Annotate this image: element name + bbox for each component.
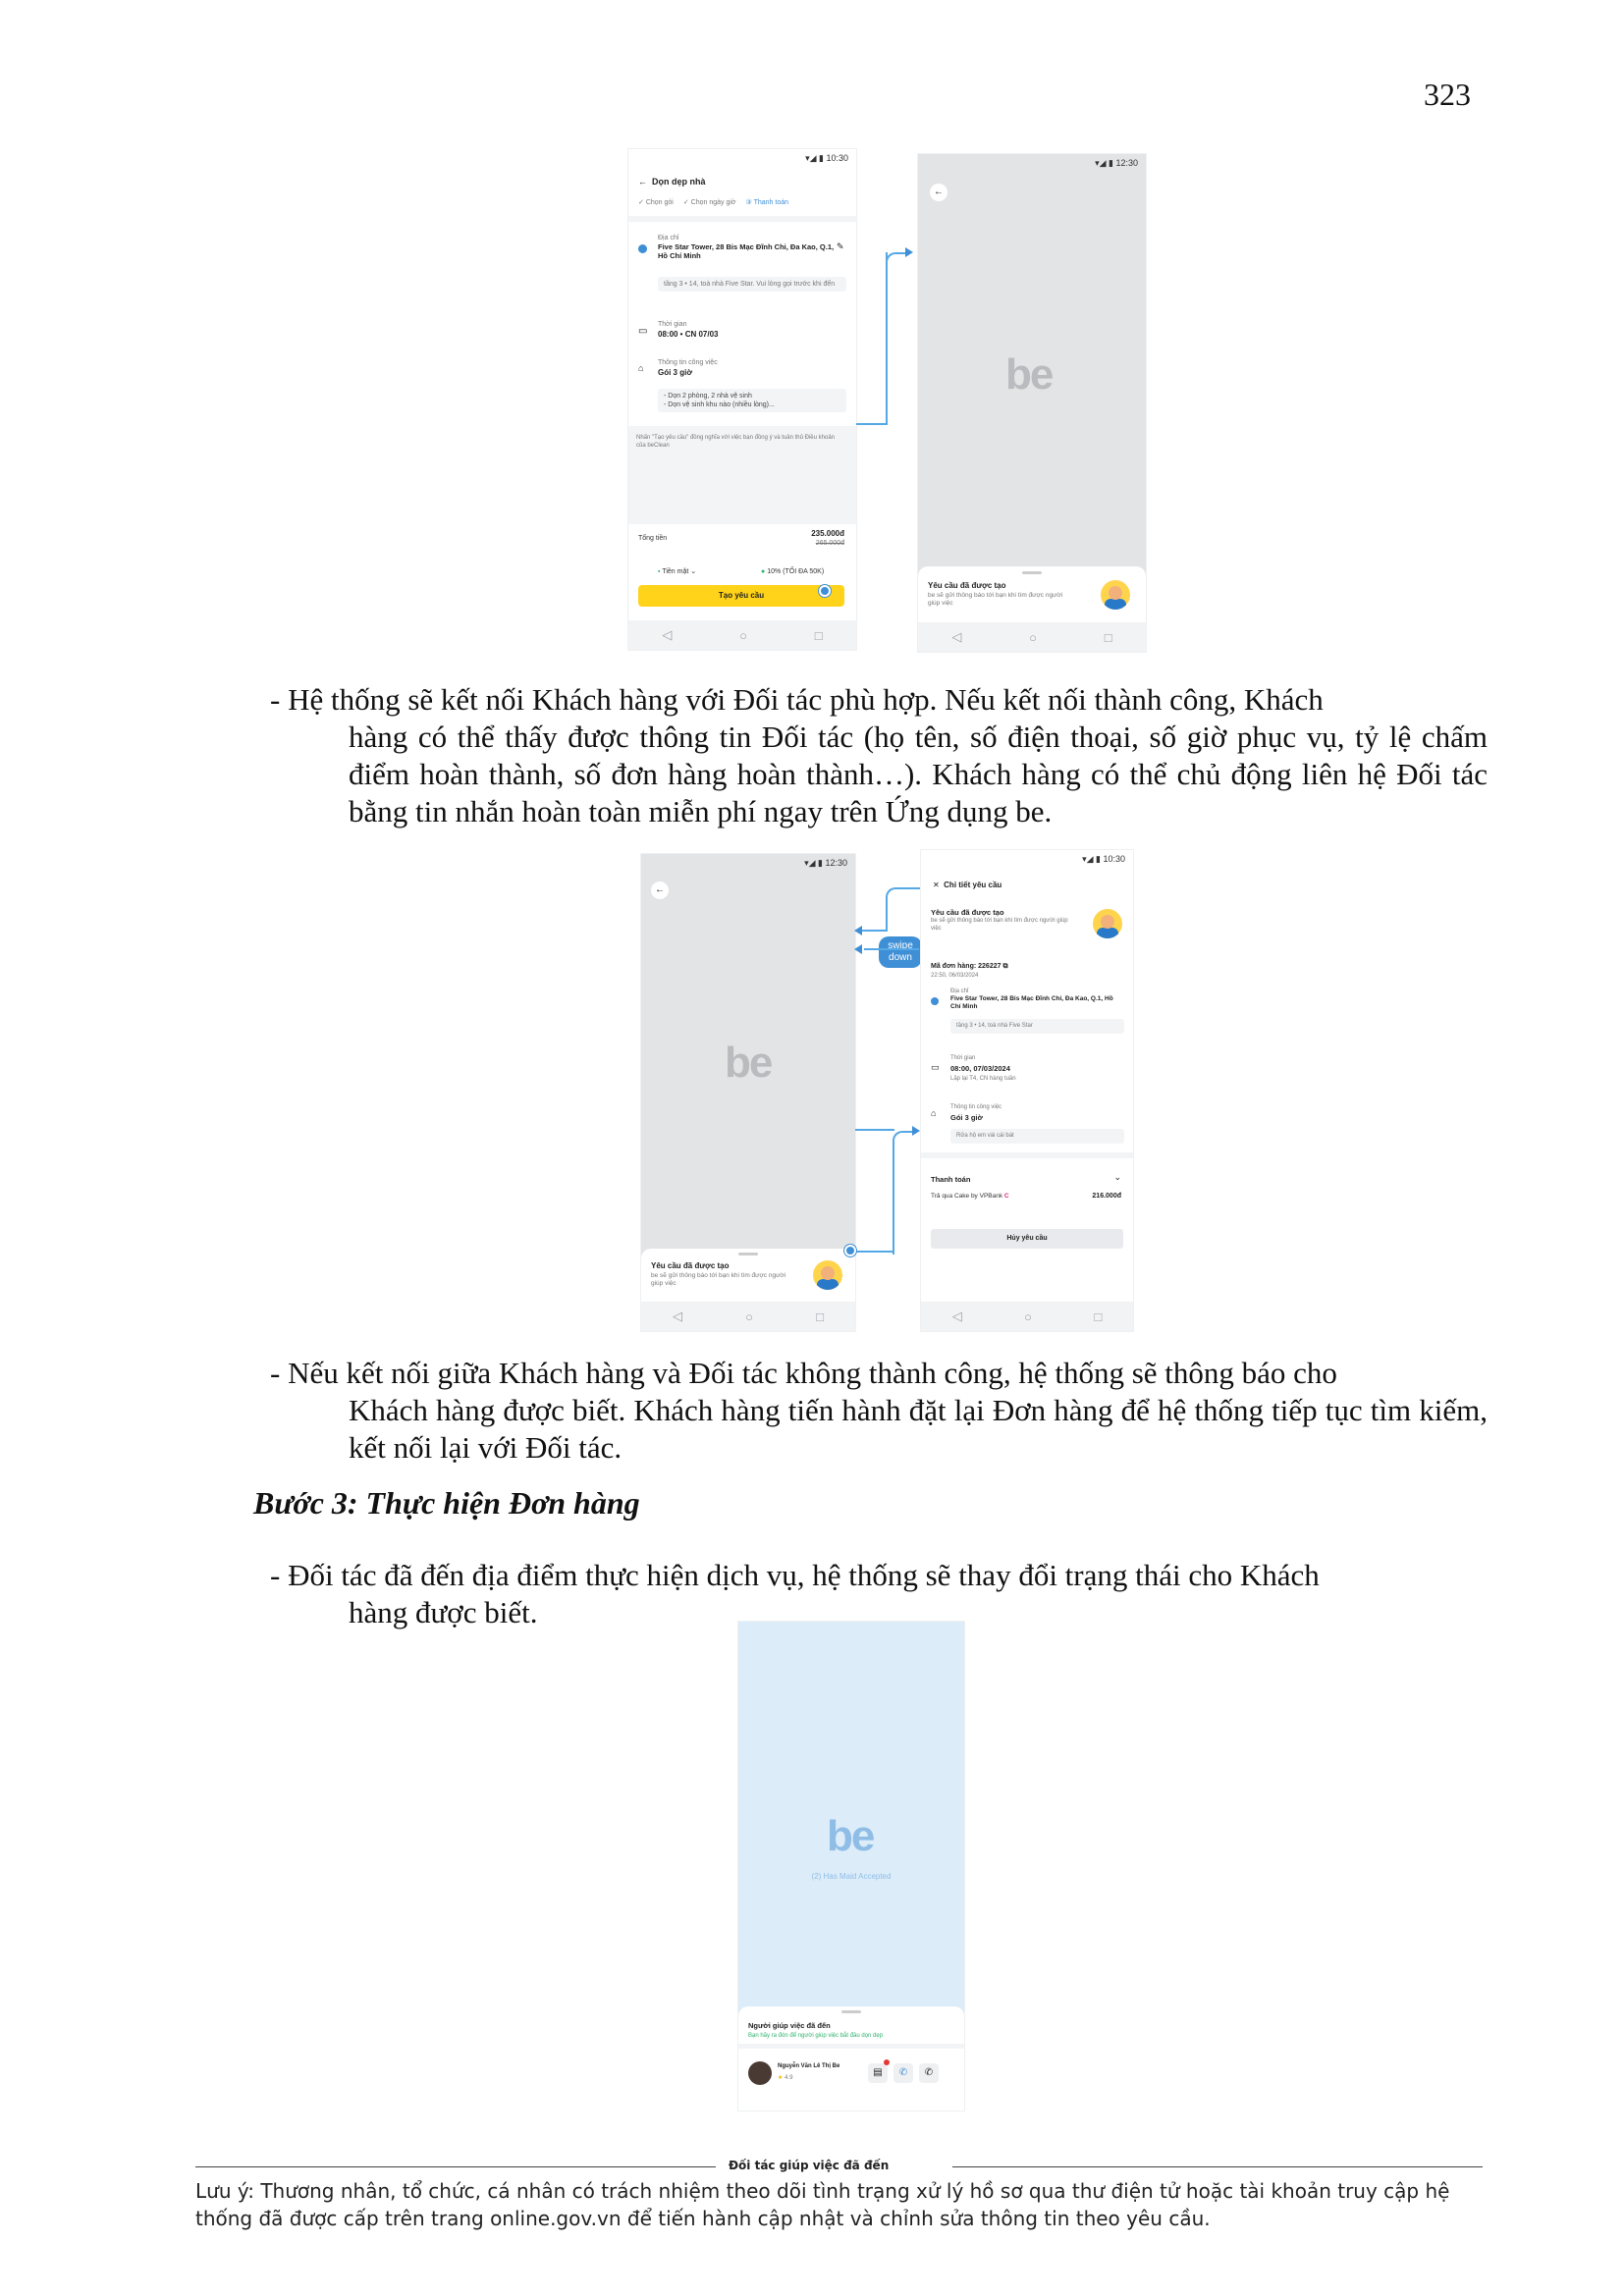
- step-1: ✓ Chọn gói: [638, 199, 674, 206]
- helper-avatar: [1101, 580, 1130, 610]
- payment-amount: 216.000đ: [1092, 1193, 1121, 1200]
- discount-chip[interactable]: ● 10% (TỐI ĐA 50K): [761, 568, 825, 575]
- step-2: ✓ Chọn ngày giờ: [682, 199, 736, 206]
- sheet-title: Yêu cầu đã được tạo: [928, 581, 1006, 590]
- nav-recent-icon[interactable]: □: [1104, 629, 1112, 645]
- job-note: Rửa hộ em vài cái bát: [950, 1129, 1124, 1144]
- order-id: Mã đơn hàng: 226227 ⧉: [931, 963, 1008, 970]
- nav-home-icon[interactable]: ○: [745, 1308, 753, 1324]
- total-old-amount: 265.000đ: [815, 540, 844, 547]
- job-label: Thông tin công việc: [950, 1104, 1002, 1110]
- connector-dot: [844, 1245, 856, 1256]
- nav-back-icon[interactable]: ◁: [673, 1308, 683, 1323]
- sheet-text: be sẽ gửi thông báo tới bạn khi tìm được người giúp việc: [928, 592, 1063, 607]
- time-label: Thời gian: [658, 321, 687, 328]
- total-label: Tổng tiền: [638, 535, 668, 542]
- bottom-sheet: [641, 1249, 855, 1331]
- address-text: Five Star Tower, 28 Bis Mạc Đĩnh Chi, Đa Kao, Q.1, Hồ Chí Minh: [950, 995, 1113, 1010]
- step-3: ③ Thanh toán: [745, 199, 789, 206]
- connector-arrow: [854, 944, 862, 954]
- sheet-title: Yêu cầu đã được tạo: [931, 908, 1004, 917]
- copy-icon[interactable]: ⧉: [1002, 963, 1008, 970]
- unread-dot: [884, 2059, 890, 2065]
- chevron-down-icon[interactable]: ⌄: [1113, 1172, 1121, 1182]
- helper-avatar: [1093, 909, 1122, 938]
- status-bar: ▾◢ ▮ 10:30: [1082, 854, 1125, 864]
- connector-line: [864, 948, 919, 950]
- voucher-icon: ●: [761, 568, 766, 575]
- connector-line: [893, 1131, 916, 1255]
- be-logo: be: [1005, 350, 1053, 399]
- time-value: 08:00 • CN 07/03: [658, 330, 719, 339]
- footer-rule-left: [195, 2166, 716, 2167]
- job-label: Thông tin công việc: [658, 359, 718, 366]
- figure-caption: Đối tác giúp việc đã đến: [729, 2159, 890, 2172]
- status-bar: ▾◢ ▮ 12:30: [1095, 158, 1138, 168]
- android-nav-bar: [641, 1302, 855, 1331]
- location-pin-icon: [638, 244, 647, 253]
- be-logo: be: [725, 1039, 772, 1087]
- time-value: 08:00, 07/03/2024: [950, 1064, 1010, 1073]
- nav-recent-icon[interactable]: □: [814, 627, 823, 643]
- paragraph-2-continuation: Khách hàng được biết. Khách hàng tiến hành đặt lại Đơn hàng để hệ thống tiếp tục tìm kiếm, kết nối lại với Đối tác.: [349, 1393, 1488, 1465]
- nav-back-icon[interactable]: ◁: [951, 1308, 962, 1323]
- total-amount: 235.000đ: [811, 529, 844, 538]
- cancel-request-button[interactable]: Hủy yêu cầu: [931, 1229, 1123, 1249]
- phone-request-created-2: [641, 854, 855, 1331]
- sheet-handle[interactable]: [841, 2010, 861, 2013]
- connector-arrow: [905, 247, 913, 257]
- address-label: Địa chỉ: [658, 235, 679, 241]
- nav-recent-icon[interactable]: □: [1094, 1308, 1103, 1324]
- connector-line: [856, 423, 888, 425]
- footer-rule-right: [952, 2166, 1483, 2167]
- job-value: Gói 3 giờ: [950, 1113, 983, 1122]
- sheet-title: Người giúp việc đã đến: [748, 2021, 831, 2030]
- paragraph-3-continuation: hàng được biết.: [349, 1595, 538, 1629]
- divider: [628, 216, 856, 222]
- edit-pencil-icon[interactable]: ✎: [837, 241, 844, 251]
- connector-line: [862, 930, 888, 932]
- close-icon[interactable]: ✕: [933, 881, 940, 889]
- app-call-icon[interactable]: ✆: [893, 2063, 913, 2083]
- connector-dot: [819, 585, 831, 597]
- sheet-text: Bạn hãy ra đón để người giúp việc bắt đầu dọn dẹp: [748, 2033, 884, 2039]
- stepper: [638, 198, 788, 207]
- status-bar: ▾◢ ▮ 10:30: [805, 153, 848, 163]
- broom-icon: ⌂: [638, 363, 644, 373]
- back-button[interactable]: ←: [651, 881, 669, 899]
- paragraph-2-first-line: - Nếu kết nối giữa Khách hàng và Đối tác không thành công, hệ thống sẽ thông báo cho: [270, 1356, 1337, 1390]
- paragraph-1-continuation: hàng có thể thấy được thông tin Đối tác (họ tên, số điện thoại, số giờ phục vụ, tỷ lệ chấm điểm hoàn thành, số đơn hàng hoàn thành…). Khách hàng có thể chủ động liên hệ Đối tác bằng tin nhắn hoàn toàn miễn phí ngay trên Ứng dụng be.: [349, 720, 1488, 828]
- bottom-sheet: [738, 2006, 964, 2110]
- address-note: tầng 3 • 14, toà nhà Five Star: [950, 1019, 1124, 1034]
- cash-icon: ▪: [658, 568, 661, 575]
- paragraph-1: [270, 681, 1488, 830]
- nav-home-icon[interactable]: ○: [1029, 629, 1037, 645]
- chat-icon[interactable]: ▤: [868, 2063, 888, 2083]
- divider: [738, 2044, 964, 2049]
- star-icon: ★: [778, 2075, 784, 2081]
- footer-note: Lưu ý: Thương nhân, tổ chức, cá nhân có trách nhiệm theo dõi tình trạng xử lý hồ sơ qua thư điện tử hoặc tài khoản truy cập hệ thống đã được cấp trên trang online.gov.vn để tiến hành cập nhật và chỉnh sửa thông tin theo yêu cầu.: [195, 2179, 1450, 2230]
- terms-text: Nhấn "Tạo yêu cầu" đồng nghĩa với việc bạn đồng ý và tuân thủ Điều khoản của beClean: [636, 435, 835, 449]
- create-request-button[interactable]: Tạo yêu cầu: [638, 585, 844, 607]
- back-arrow-icon[interactable]: ←: [638, 177, 647, 187]
- nav-back-icon[interactable]: ◁: [951, 629, 962, 644]
- phone-order-form: [628, 149, 856, 650]
- bottom-sheet: [918, 566, 1146, 652]
- status-bar: ▾◢ ▮ 12:30: [804, 858, 847, 868]
- sheet-handle[interactable]: [738, 1253, 758, 1255]
- connector-line: [855, 1251, 894, 1253]
- android-nav-bar: [921, 1302, 1133, 1331]
- phone-request-detail: [921, 850, 1133, 1331]
- paragraph-1-first-line: - Hệ thống sẽ kết nối Khách hàng với Đối tác phù hợp. Nếu kết nối thành công, Khách: [270, 682, 1324, 717]
- nav-home-icon[interactable]: ○: [1024, 1308, 1032, 1324]
- location-pin-icon: [931, 997, 939, 1005]
- address-label: Địa chỉ: [950, 988, 969, 994]
- status-text: (2) Has Maid Accepted: [811, 1872, 892, 1881]
- android-nav-bar: [628, 620, 856, 650]
- be-logo: be: [827, 1812, 874, 1860]
- order-time: 22:50, 06/03/2024: [931, 973, 979, 979]
- back-button[interactable]: ←: [930, 184, 947, 201]
- divider: [921, 1152, 1133, 1158]
- payment-label: Thanh toán: [931, 1175, 971, 1184]
- paragraph-3-first-line: - Đối tác đã đến địa điểm thực hiện dịch vụ, hệ thống sẽ thay đổi trạng thái cho Khách: [270, 1558, 1320, 1592]
- sheet-handle[interactable]: [1022, 571, 1042, 574]
- calendar-icon: ▭: [931, 1062, 940, 1072]
- section-heading: Bước 3: Thực hiện Đơn hàng: [253, 1485, 640, 1521]
- job-notes: - Dọn 2 phòng, 2 nhà vệ sinh - Dọn vệ sinh khu nào (nhiều lòng)...: [658, 389, 846, 412]
- address-note: tầng 3 • 14, toà nhà Five Star. Vui lòng gọi trước khi đến: [658, 277, 846, 292]
- cake-logo-icon: C: [1003, 1193, 1009, 1200]
- connector-line: [855, 1129, 894, 1253]
- sheet-title: Yêu cầu đã được tạo: [651, 1261, 730, 1270]
- address-text: Five Star Tower, 28 Bis Mạc Đĩnh Chi, Đa Kao, Q.1, Hồ Chí Minh: [658, 242, 835, 260]
- paragraph-2: [270, 1355, 1488, 1467]
- worker-rating: ★ 4.9: [778, 2075, 793, 2081]
- nav-back-icon[interactable]: ◁: [662, 627, 673, 642]
- terms-area: [628, 426, 856, 524]
- repeat-text: Lặp lại T4, CN hàng tuần: [950, 1076, 1016, 1082]
- worker-name: Nguyễn Văn Lê Thị Be: [778, 2063, 840, 2069]
- page-title: ✕ Chi tiết yêu cầu: [933, 881, 1002, 889]
- swipe-down-badge: swipe down: [879, 936, 922, 968]
- calendar-icon: ▭: [638, 326, 648, 337]
- payment-method[interactable]: ▪ Tiền mặt ⌄: [658, 568, 697, 575]
- sheet-text: be sẽ gửi thông báo tới bạn khi tìm được người giúp việc: [651, 1272, 786, 1287]
- worker-avatar: [748, 2061, 772, 2085]
- job-value: Gói 3 giờ: [658, 368, 693, 377]
- nav-recent-icon[interactable]: □: [816, 1308, 824, 1324]
- page-number: 323: [1424, 77, 1471, 112]
- paragraph-3: [270, 1557, 1488, 1631]
- phone-call-icon[interactable]: ✆: [919, 2063, 939, 2083]
- page-title: ← Dọn dẹp nhà: [638, 177, 706, 187]
- connector-line: [886, 252, 909, 425]
- sheet-text: be sẽ gửi thông báo tới bạn khi tìm được người giúp việc: [931, 918, 1068, 932]
- payment-method: Trả qua Cake by VPBank C: [931, 1193, 1009, 1200]
- broom-icon: ⌂: [931, 1108, 937, 1118]
- phone-request-created: [918, 154, 1146, 652]
- connector-arrow: [912, 1126, 920, 1136]
- android-nav-bar: [918, 622, 1146, 652]
- time-label: Thời gian: [950, 1055, 976, 1061]
- phone-maid-arrived: [738, 1622, 964, 2110]
- connector-arrow: [854, 926, 862, 935]
- nav-home-icon[interactable]: ○: [739, 627, 747, 643]
- helper-avatar: [813, 1260, 842, 1290]
